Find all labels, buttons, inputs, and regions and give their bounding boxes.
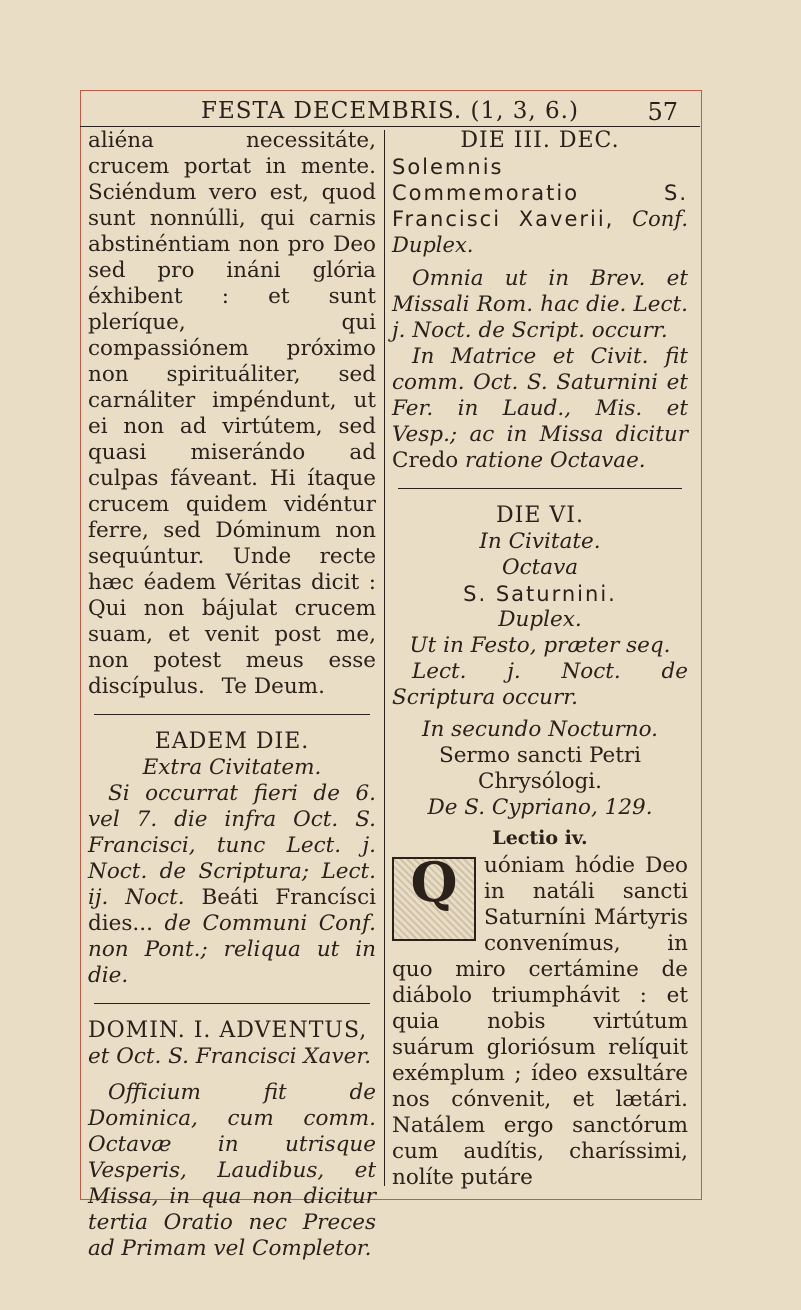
eadem-die-heading: EADEM DIE. xyxy=(154,729,310,754)
duplex: Duplex. xyxy=(498,607,582,632)
lectio-heading: Lectio iv. xyxy=(492,827,588,849)
in-secundo-nocturno: In secundo Nocturno. xyxy=(421,717,659,742)
right-column xyxy=(392,128,688,1191)
saturnini-heading: S. Saturnini. xyxy=(463,582,617,606)
solemnis-text: Solemnis Commemoratio S. Francisci Xaverii, xyxy=(392,155,688,231)
left-paragraph-3: Officium fit de Dominica, cum comm. Octavæ in utrisque Vesperis, Laudibus, et Missa, in qua non dicitur tertia Oratio nec Preces ad Primam vel Completor. xyxy=(88,1080,376,1261)
running-header xyxy=(80,94,700,127)
right-paragraph-2 xyxy=(392,344,688,474)
left-p1-text: aliéna necessitáte, crucem portat in mente. Sciéndum vero est, quod sunt nonnúlli, qui carnis abstinéntiam non pro Deo sed pro ináni glória éxhibent : et sunt pleríque, qui compassiónem próximo non spirituáliter, sed carnáliter impéndunt, ut ei non ad virtútem, sed quasi miserándo ad culpas fáveant. Hi ítaque crucem quidem vidéntur ferre, sed Dóminum non sequúntur. Unde recte hæc éadem Véritas dicit : Qui non bájulat crucem suam, et venit post me, non potest meus esse discípulus. xyxy=(88,128,376,699)
lectio-text: uóniam hódie Deo in natáli sancti Saturníni Mártyris convenímus, in quo miro certámine de diábolo triumphávit : et quia nobis virtútum suárum gloriósum relíquit exémplum ; ídeo exsultáre nos cónvenit, et lætári. Natálem ergo sanctórum cum audítis, charíssimi, nolíte putáre xyxy=(392,853,688,1190)
right-paragraph-1: Omnia ut in Brev. et Missali Rom. hac die. Lect. j. Noct. de Script. occurr. xyxy=(392,266,688,343)
p2-italic: Si occurrat fieri de 6. vel 7. die infra Oct. S. Francisci, tunc Lect. j. Noct. de Scriptura; Lect. ij. Noct. xyxy=(88,781,376,910)
extra-civitatem: Extra Civitatem. xyxy=(142,755,322,780)
die-iii-heading: DIE III. DEC. xyxy=(460,128,620,153)
domin-heading: DOMIN. I. ADVENTUS, xyxy=(88,1018,368,1043)
p2-roman: Beáti Francísci dies... xyxy=(88,885,377,936)
lectio-body xyxy=(392,850,688,1191)
page-number: 57 xyxy=(647,98,678,126)
column-divider xyxy=(384,130,385,1186)
octava: Octava xyxy=(501,555,579,580)
in-civitate: In Civitate. xyxy=(479,529,601,554)
die-vi-heading: DIE VI. xyxy=(496,503,584,528)
conf-duplex: Conf. Duplex. xyxy=(392,207,688,257)
solemnis-heading xyxy=(392,154,688,258)
de-cypriano: De S. Cypriano, 129. xyxy=(427,795,653,820)
dropcap-ornament xyxy=(392,850,476,941)
left-paragraph-2 xyxy=(88,781,376,989)
rp2-italic-2: ratione Octavae. xyxy=(465,448,646,473)
left-paragraph-1 xyxy=(88,128,376,700)
rp2-italic: In Matrice et Civit. fit comm. Oct. S. Saturnini et Fer. in Laud., Mis. et Vesp.; ac in Missa dicitur xyxy=(392,344,688,447)
lect-scriptura: Lect. j. Noct. de Scriptura occurr. xyxy=(392,659,688,710)
ut-in-festo: Ut in Festo, præter seq. xyxy=(409,633,671,658)
p2-italic-2: de Communi Conf. non Pont.; reliqua ut in die. xyxy=(88,911,376,988)
section-rule xyxy=(398,488,682,489)
te-deum: Te Deum. xyxy=(221,674,325,699)
sermo-heading: Sermo sancti Petri Chrysólogi. xyxy=(438,743,641,794)
domin-sub: et Oct. S. Francisci Xaver. xyxy=(88,1044,372,1069)
dropcap-letter: Q xyxy=(410,850,458,914)
section-rule xyxy=(94,1003,370,1004)
left-column xyxy=(88,128,376,1262)
rp2-roman: Credo xyxy=(392,448,459,473)
header-title: FESTA DECEMBRIS. (1, 3, 6.) xyxy=(201,98,579,124)
section-rule xyxy=(94,714,370,715)
